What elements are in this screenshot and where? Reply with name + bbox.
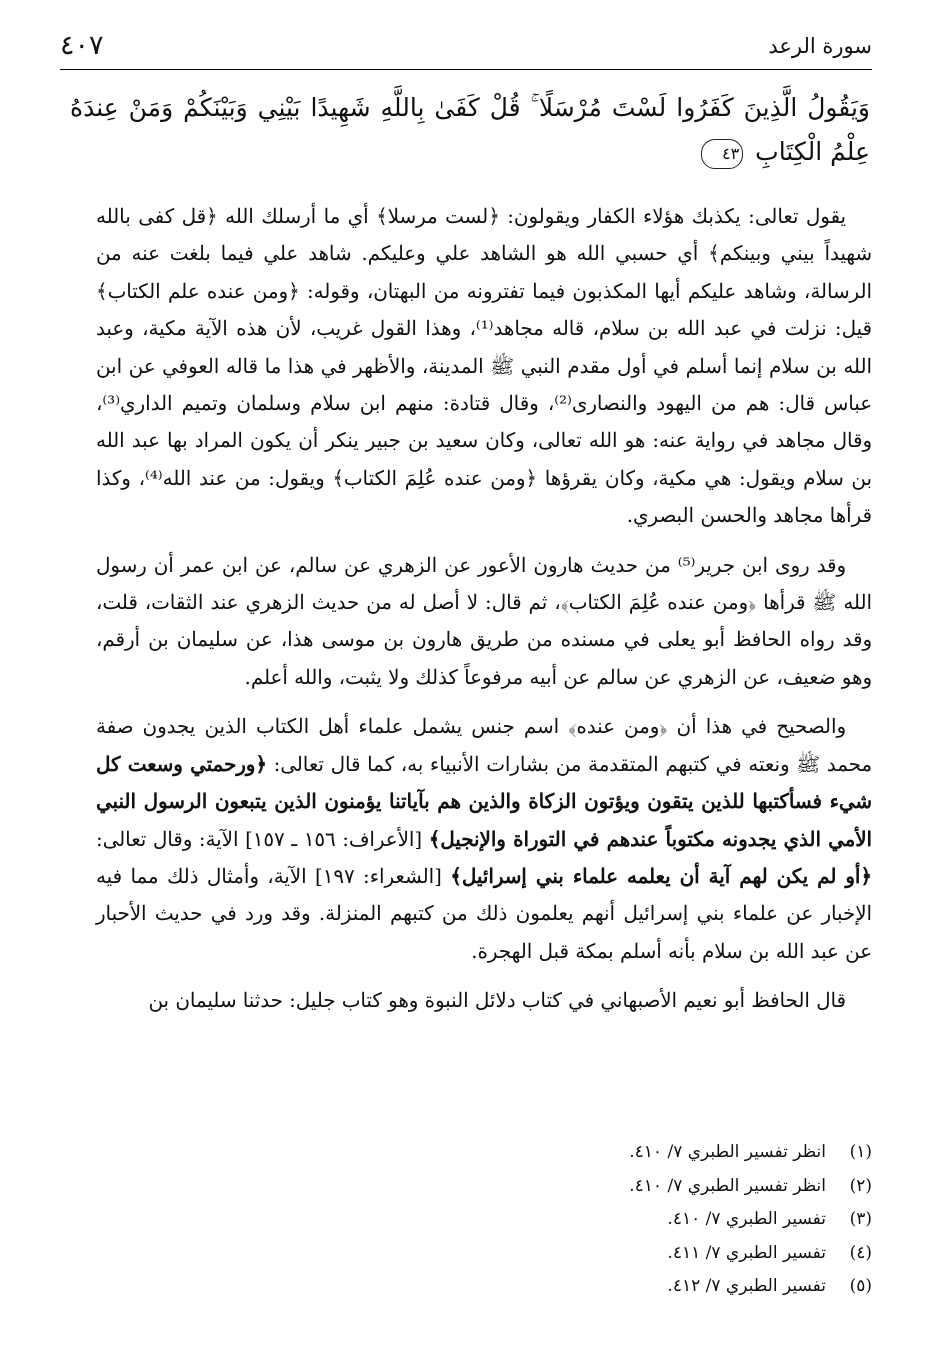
footnote: [629, 1203, 872, 1237]
paragraph: [96, 708, 872, 970]
quoted-verse: ﴿ورحمتي وسعت كل شيء فسأكتبها للذين يتقون ويؤتون الزكاة والذين هم بآياتنا يؤمنون الذين يتبعون الرسول النبي الأمي الذي يجدونه مكتوباً عندهم في التوراة والإنجيل﴾: [96, 751, 873, 851]
paragraph: [96, 198, 872, 535]
page-number: ٤٠٧: [60, 30, 104, 61]
paragraph: [96, 982, 872, 1019]
footnote-number: (٣): [849, 1209, 872, 1229]
footnote-text: انظر تفسير الطبري ٧/ ٤١٠.: [629, 1142, 826, 1162]
paragraph-text: [الأعراف: ١٥٦ ـ ١٥٧] الآية: وقال تعالى:: [96, 827, 429, 851]
footnote-text: تفسير الطبري ٧/ ٤١٠.: [667, 1209, 826, 1229]
ayah-number-marker: ٤٣: [701, 139, 743, 169]
paragraph-text: قال الحافظ أبو نعيم الأصبهاني في كتاب دلائل النبوة وهو كتاب جليل: حدثنا سليمان بن: [148, 989, 846, 1013]
footnote-text: تفسير الطبري ٧/ ٤١١.: [667, 1242, 826, 1263]
commentary-body: [96, 198, 872, 1032]
surah-title: سورة الرعد: [768, 34, 872, 58]
footnote: [629, 1170, 872, 1204]
footnote: [629, 1136, 872, 1170]
footnotes: [629, 1136, 872, 1304]
paragraph: [96, 547, 872, 697]
paragraph-text: [الشعراء: ١٩٧] الآية، وأمثال ذلك مما فيه الإخبار عن علماء بني إسرائيل أنهم يعلمون ذلك من كتبهم المنزلة. وقد ورد في حديث الأحبار عن عبد الله بن سلام بأنه أسلم بمكة قبل الهجرة.: [96, 864, 872, 963]
footnote-text: انظر تفسير الطبري ٧/ ٤١٠.: [629, 1175, 826, 1196]
footnote-number: (٤): [849, 1242, 872, 1263]
paragraph-text: والصحيح في هذا أن ﴿ومن عنده﴾ اسم جنس يشمل علماء أهل الكتاب الذين يجدون صفة محمد ﷺ ونعته في كتبهم المتقدمة من بشارات الأنبياء به، كما قال تعالى:: [96, 715, 872, 776]
footnote-number: (٢): [849, 1175, 872, 1196]
footnote-text: تفسير الطبري ٧/ ٤١٢.: [667, 1276, 826, 1296]
footnote: [629, 1237, 872, 1271]
verse-text: وَيَقُولُ الَّذِينَ كَفَرُوا لَسْتَ مُرْسَلًا ۚ قُلْ كَفَىٰ بِاللَّهِ شَهِيدًا بَيْنِي وَبَيْنَكُمْ وَمَنْ عِندَهُ عِلْمُ الْكِتَابِ: [70, 93, 870, 166]
footnote-number: (١): [849, 1142, 872, 1162]
quran-verse: [70, 86, 870, 174]
header-rule: [60, 69, 872, 70]
quoted-verse: ﴿أو لم يكن لهم آية أن يعلمه علماء بني إسرائيل﴾: [450, 863, 873, 888]
paragraph-text: وقد روى ابن جرير⁽⁵⁾ من حديث هارون الأعور عن الزهري عن سالم، عن ابن عمر أن رسول الله ﷺ قرأها ﴿ومن عنده عُلِمَ الكتاب﴾، ثم قال: لا أصل له من حديث الزهري عند الثقات، قلت، وقد رواه الحافظ أبو يعلى في مسنده من طريق هارون بن موسى هذا، عن سليمان بن أرقم، وهو ضعيف، عن الزهري عن سالم عن أبيه مرفوعاً كذلك ولا يثبت، والله أعلم.: [96, 553, 872, 689]
paragraph-text: يقول تعالى: يكذبك هؤلاء الكفار ويقولون: ﴿لست مرسلا﴾ أي ما أرسلك الله ﴿قل كفى بالله شهيداً بيني وبينكم﴾ أي حسبي الله هو الشاهد علي وعليكم. شاهد علي فيما بلغت عنه من الرسالة، وشاهد عليكم أيها المكذبون فيما تفترونه من البهتان، وقوله: ﴿ومن عنده علم الكتاب﴾ قيل: نزلت في عبد الله بن سلام، قاله مجاهد⁽¹⁾، وهذا القول غريب، لأن هذه الآية مكية، وعبد الله بن سلام إنما أسلم في أول مقدم النبي ﷺ المدينة، والأظهر في هذا ما قاله العوفي عن ابن عباس قال: هم من اليهود والنصارى⁽²⁾، وقال قتادة: منهم ابن سلام وسلمان وتميم الداري⁽³⁾، وقال مجاهد في رواية عنه: هو الله تعالى، وكان سعيد بن جبير ينكر أن يكون المراد بها عبد الله بن سلام ويقول: هي مكية، وكان يقرؤها ﴿ومن عنده عُلِمَ الكتاب﴾ ويقول: من عند الله⁽⁴⁾، وكذا قرأها مجاهد والحسن البصري.: [96, 205, 873, 528]
page-header: [60, 30, 872, 64]
footnote-number: (٥): [849, 1276, 872, 1296]
footnote: [629, 1270, 872, 1304]
